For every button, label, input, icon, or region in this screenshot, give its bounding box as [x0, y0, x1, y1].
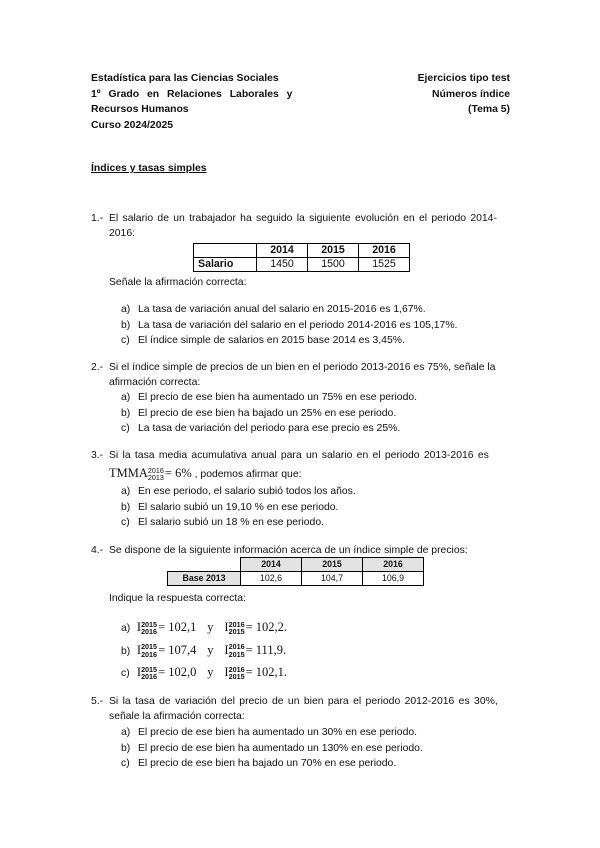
header-right	[418, 71, 510, 118]
q1-number: 1.-	[91, 213, 104, 224]
table-cell: 102,6	[241, 572, 302, 586]
table-row-label: Base 2013	[168, 572, 241, 586]
q4-text-line1: Se dispone de la siguiente información acerca de un índice simple de precios:	[109, 545, 468, 556]
option-c[interactable]	[121, 421, 417, 437]
conjunction: y	[207, 620, 214, 634]
option-letter: c)	[121, 758, 130, 770]
option-b[interactable]: b) I 2015 2016 = 107,4 y I 2016 2015 = 111,9.	[121, 640, 287, 663]
academic-year: Curso 2024/2025	[91, 119, 174, 131]
index-value: = 102,1	[158, 620, 197, 634]
q3-text-line1: Si la tasa media acumulativa anual para un salario en el periodo 2013-2016 es	[109, 450, 489, 461]
option-text: La tasa de variación anual del salario en 2015-2016 es 1,67%.	[138, 304, 426, 315]
option-letter: b)	[121, 742, 131, 754]
option-b[interactable]	[121, 500, 356, 516]
q4-prompt: Indique la respuesta correcta:	[109, 593, 246, 604]
header-left	[91, 71, 292, 133]
q3-formula-line	[109, 464, 302, 484]
option-a[interactable]	[121, 302, 457, 318]
table-cell: 1450	[257, 258, 308, 272]
option-text: El precio de ese bien ha aumentado un 130% en ese periodo.	[138, 742, 423, 754]
option-letter: b)	[121, 645, 131, 657]
q5-number: 5.-	[91, 696, 104, 707]
option-b[interactable]	[121, 741, 423, 757]
q5-text-line1: Si la tasa de variación del precio de un bien para el periodo 2012-2016 es 30%,	[109, 696, 498, 707]
table-cell: 104,7	[302, 572, 363, 586]
q2-options	[121, 390, 417, 437]
doc-unit: (Tema 5)	[468, 104, 510, 115]
option-c[interactable]	[121, 333, 457, 349]
q4-index-table	[167, 557, 424, 586]
q5-text-line2: señale la afirmación correcta:	[109, 711, 245, 722]
table-header-cell: 2016	[363, 558, 424, 572]
option-text: El precio de ese bien ha aumentado un 75% en ese periodo.	[138, 392, 418, 403]
q1-salary-table	[193, 243, 410, 272]
tmma-symbol: TMMA	[109, 466, 148, 480]
option-letter: c)	[121, 335, 130, 347]
index-period: 2015 2016	[141, 642, 158, 659]
option-letter: c)	[121, 668, 130, 679]
index-value: = 107,4	[158, 642, 197, 657]
course-title: Estadística para las Ciencias Sociales	[91, 73, 279, 84]
option-text: El precio de ese bien ha aumentado un 30% en ese periodo.	[138, 727, 418, 738]
option-b[interactable]	[121, 318, 457, 334]
table-cell: 1500	[308, 258, 359, 272]
degree-line-2: Recursos Humanos	[91, 104, 189, 115]
section-title: Índices y tasas simples	[91, 163, 207, 174]
index-period: 2016 2015	[228, 642, 245, 659]
option-letter: b)	[121, 407, 131, 419]
q4-options	[121, 617, 287, 685]
table-cell: 106,9	[363, 572, 424, 586]
option-text: El precio de ese bien ha bajado un 25% en ese periodo.	[138, 407, 397, 419]
index-period: 2016 2015	[228, 664, 245, 682]
option-text: El salario subió un 18 % en ese periodo.	[138, 517, 324, 529]
option-letter: a)	[121, 727, 131, 738]
option-letter: b)	[121, 319, 131, 331]
q1-text-line1: El salario de un trabajador ha seguido la siguiente evolución en el periodo 2014-	[109, 213, 497, 224]
table-row-label: Salario	[194, 258, 257, 272]
option-c[interactable]: c) I 2015 2016 = 102,0 y I 2016 2015 = 102,1.	[121, 662, 287, 685]
option-text: El precio de ese bien ha bajado un 70% en ese periodo.	[138, 758, 397, 770]
conjunction: y	[207, 665, 214, 679]
q4-number: 4.-	[91, 545, 104, 556]
q2-text-line2: afirmación correcta:	[109, 377, 201, 388]
q1-options	[121, 302, 457, 349]
option-a[interactable]	[121, 484, 356, 500]
option-letter: c)	[121, 423, 130, 435]
q1-text-line2: 2016:	[109, 228, 136, 239]
q1-prompt: Señale la afirmación correcta:	[109, 277, 247, 288]
index-value: = 102,0	[158, 665, 197, 679]
index-period: 2015 2016	[141, 619, 158, 637]
option-a[interactable]: a) I 2015 2016 = 102,1 y I 2016 2015 = 102,2.	[121, 617, 287, 640]
tmma-period: 2016 2013	[147, 465, 164, 483]
table-header-cell: 2016	[359, 244, 410, 258]
index-period: 2015 2016	[141, 664, 158, 682]
option-letter: a)	[121, 623, 131, 634]
option-a[interactable]	[121, 725, 423, 741]
option-a[interactable]	[121, 390, 417, 406]
option-b[interactable]	[121, 406, 417, 422]
table-header-cell: 2014	[257, 244, 308, 258]
index-value: = 102,2	[245, 620, 284, 634]
conjunction: y	[207, 642, 214, 657]
q3-text-line2: , podemos afirmar que:	[194, 469, 302, 480]
index-value: = 102,1	[245, 665, 284, 679]
index-period: 2016 2015	[228, 619, 245, 637]
option-text: La tasa de variación del periodo para ese precio es 25%.	[138, 423, 401, 435]
degree-line: 1º Grado en Relaciones Laborales y	[91, 88, 293, 100]
q5-options	[121, 725, 423, 772]
option-text: La tasa de variación del salario en el periodo 2014-2016 es 105,17%.	[138, 319, 458, 331]
table-cell: 1525	[359, 258, 410, 272]
q3-options	[121, 484, 356, 531]
option-c[interactable]	[121, 515, 356, 531]
index-value: = 111,9	[245, 642, 283, 657]
table-header-cell: 2015	[308, 244, 359, 258]
table-header-cell: 2014	[241, 558, 302, 572]
doc-type: Ejercicios tipo test	[417, 73, 510, 84]
option-letter: c)	[121, 517, 130, 529]
q3-number: 3.-	[91, 450, 104, 461]
table-header-cell: 2015	[302, 558, 363, 572]
option-text: En ese periodo, el salario subió todos los años.	[138, 486, 356, 497]
option-letter: a)	[121, 304, 131, 315]
doc-topic: Números índice	[432, 88, 510, 100]
option-letter: a)	[121, 486, 131, 497]
q2-text-line1: Si el índice simple de precios de un bien en el periodo 2013-2016 es 75%, señale la	[109, 362, 496, 373]
option-text: El índice simple de salarios en 2015 base 2014 es 3,45%.	[138, 335, 405, 347]
q2-number: 2.-	[91, 362, 104, 373]
option-letter: b)	[121, 501, 131, 513]
tmma-value: = 6%	[164, 466, 192, 480]
option-letter: a)	[121, 392, 131, 403]
option-c[interactable]	[121, 756, 423, 772]
option-text: El salario subió un 19,10 % en ese periodo.	[138, 501, 339, 513]
